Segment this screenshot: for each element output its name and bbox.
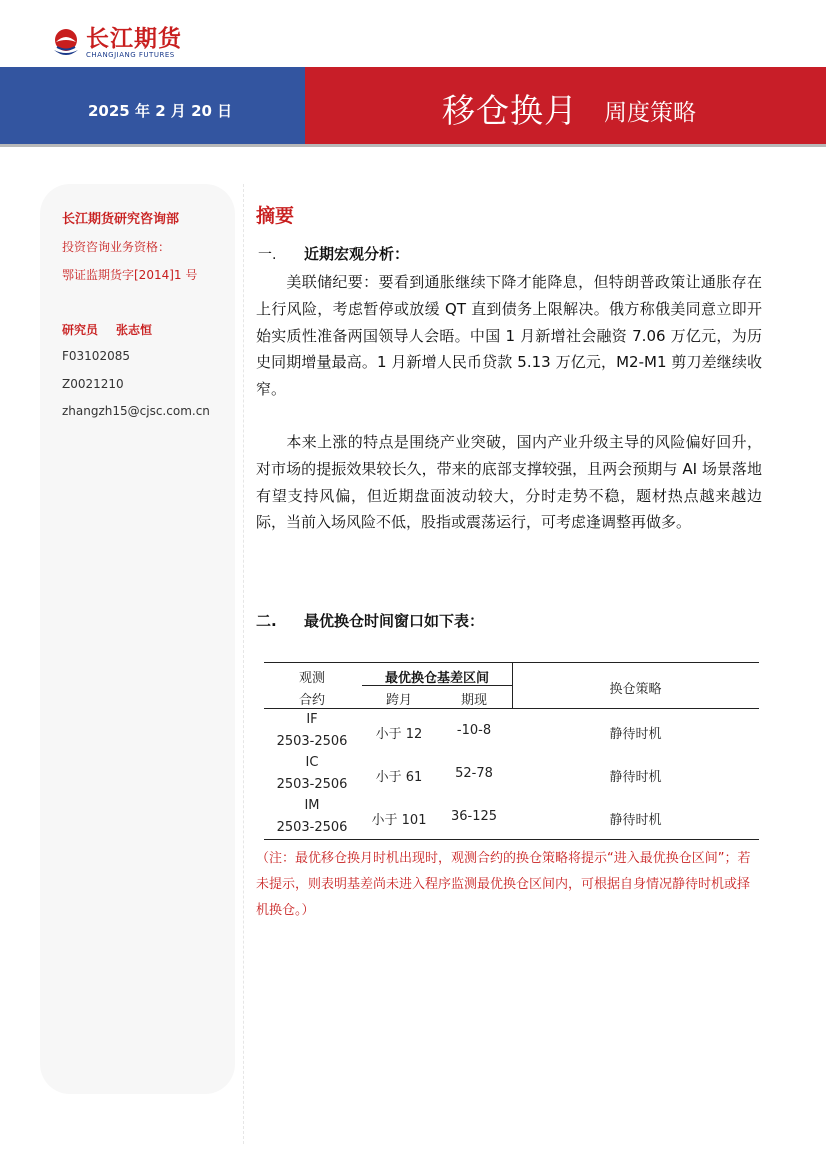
report-date: 2025 年 2 月 20 日 <box>88 102 233 120</box>
row1-contract-line1: IF <box>306 712 318 727</box>
company-logo <box>50 26 182 60</box>
row2-strategy: 静待时机 <box>609 770 662 785</box>
logo-name-cn: 长江期货 <box>86 25 182 52</box>
row3-contract-line2: 2503-2506 <box>276 820 348 835</box>
role-label: 研究员 <box>62 323 99 337</box>
researcher-name: 张志恒 <box>116 323 153 337</box>
table-bottom-rule <box>264 839 759 840</box>
section1-title: 近期宏观分析： <box>304 245 410 263</box>
row2-contract-line2: 2503-2506 <box>276 777 348 792</box>
row2-spot: 52-78 <box>455 766 493 781</box>
qualification-id: F03102085 <box>62 349 130 363</box>
row1-cross-month: 小于 12 <box>375 727 423 742</box>
author-sidebar <box>40 184 235 1094</box>
macro-paragraph-1: 美联储纪要：要看到通胀继续下降才能降息，但特朗普政策让通胀存在上行风险，考虑暂停或放缓 QT 直到债务上限解决。俄方称俄美同意立即开始实质性准备两国领导人会晤。中国 1 月新增社会融资 7.06 万亿元，为历史同期增量最高。1 月新增人民币贷款 5.13 万亿元，M2-M1 剪刀差继续收窄。 <box>256 273 762 399</box>
row1-spot: -10-8 <box>456 723 492 738</box>
report-title: 移仓换月 <box>442 91 578 130</box>
row1-strategy: 静待时机 <box>609 727 662 742</box>
header-spot: 期现 <box>460 693 487 708</box>
logo-name-en: CHANGJIANG FUTURES <box>86 50 175 59</box>
row2-contract-line1: IC <box>305 755 319 770</box>
header-strategy: 换仓策略 <box>609 682 662 697</box>
header-divider <box>0 144 826 147</box>
macro-paragraph-2: 本来上涨的特点是围绕产业突破，国内产业升级主导的风险偏好回升，对市场的提振效果较长久，带来的底部支撑较强，且两会预期与 AI 场景落地有望支持风偏，但近期盘面波动较大，分时走势不稳，题材热点越来越边际，当前入场风险不低，股指或震荡运行，可考虑逢调整再做多。 <box>256 433 762 532</box>
header-contract-line2: 合约 <box>298 693 325 708</box>
table-header-rule <box>264 708 759 709</box>
section2-title: 最优换仓时间窗口如下表： <box>304 612 485 630</box>
row3-contract-line1: IM <box>304 798 320 813</box>
section1-number: 一. <box>258 247 277 263</box>
row3-spot: 36-125 <box>450 809 498 824</box>
column-divider <box>243 184 244 1144</box>
header-cross-month: 跨月 <box>385 693 412 708</box>
department: 长江期货研究咨询部 <box>62 212 180 227</box>
header-basis-group: 最优换仓基差区间 <box>384 671 489 686</box>
report-subtitle: 周度策略 <box>604 100 696 126</box>
email-link[interactable]: zhangzh15@cjsc.com.cn <box>62 404 210 418</box>
header-contract-line1: 观测 <box>298 671 325 686</box>
advisory-id: Z0021210 <box>62 377 124 391</box>
row2-cross-month: 小于 61 <box>375 770 423 785</box>
summary-heading: 摘要 <box>256 205 295 227</box>
row3-cross-month: 小于 101 <box>371 813 427 828</box>
row3-strategy: 静待时机 <box>609 813 662 828</box>
section2-number: 二. <box>256 612 277 630</box>
table-note: （注：最优移仓换月时机出现时，观测合约的换仓策略将提示“进入最优换仓区间”；若未提示，则表明基差尚未进入程序监测最优换仓区间内，可根据自身情况静待时机或择机换仓。） <box>256 851 751 918</box>
header-band <box>0 67 826 144</box>
license-number: 鄂证监期货字[2014]1 号 <box>62 268 198 282</box>
qualification-label: 投资咨询业务资格： <box>62 240 171 254</box>
logo-emblem-icon <box>50 26 82 60</box>
row1-contract-line2: 2503-2506 <box>276 734 348 749</box>
